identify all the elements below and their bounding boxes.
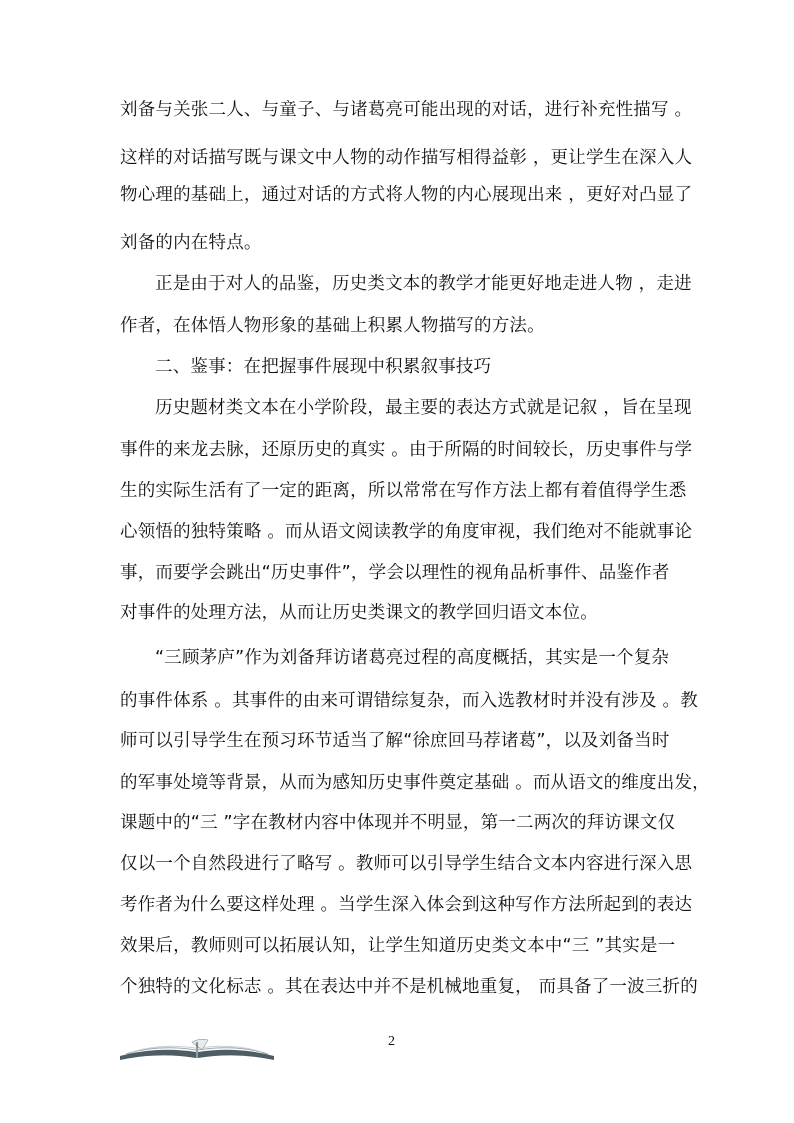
text-line: 这样的对话描写既与课文中人物的动作描写相得益彰 ，更让学生在深入人	[120, 148, 693, 168]
text-line: 刘备的内在特点。	[120, 233, 262, 253]
text-line: 事件的来龙去脉，还原历史的真实 。由于所隔的时间较长，历史事件与学	[120, 440, 693, 460]
text-line: 的事件体系 。其事件的由来可谓错综复杂，而入选教材时并没有涉及 。教	[120, 691, 698, 711]
text-line: 事，而要学会跳出“历史事件”，学会以理性的视角品析事件、品鉴作者	[120, 563, 670, 583]
text-line: 生的实际生活有了一定的距离，所以常常在写作方法上都有着值得学生悉	[120, 481, 687, 501]
text-line: 正是由于对人的品鉴，历史类文本的教学才能更好地走进人物 ，走进	[155, 274, 692, 294]
text-line: 物心理的基础上，通过对话的方式将人物的内心展现出来 ，更好对凸显了	[120, 185, 693, 205]
text-line: 对事件的处理方法，从而让历史类课文的教学回归语文本位。	[120, 603, 598, 623]
text-line: 师可以引导学生在预习环节适当了解“徐庶回马荐诸葛”，以及刘备当时	[120, 731, 670, 751]
text-line: 历史题材类文本在小学阶段，最主要的表达方式就是记叙 ，旨在呈现	[155, 398, 692, 418]
page-number: 2	[388, 1034, 395, 1049]
text-line: “三顾茅庐”作为刘备拜访诸葛亮过程的高度概括，其实是一个复杂	[155, 648, 670, 668]
text-line: 仅以一个自然段进行了略写 。教师可以引导学生结合文本内容进行深入思	[120, 854, 693, 874]
open-book-logo-icon	[118, 1036, 276, 1062]
text-line: 刘备与关张二人、与童子、与诸葛亮可能出现的对话，进行补充性描写 。	[120, 100, 693, 120]
text-line: 的军事处境等背景，从而为感知历史事件奠定基础 。而从语文的维度出发，	[120, 773, 710, 793]
text-line: 心领悟的独特策略 。而从语文阅读教学的角度审视，我们绝对不能就事论	[120, 522, 693, 542]
text-line: 个独特的文化标志 。其在表达中并不是机械地重复， 而具备了一波三折的	[120, 977, 698, 997]
section-heading: 二、鉴事：在把握事件展现中积累叙事技巧	[155, 357, 492, 377]
text-line: 考作者为什么要这样处理 。当学生深入体会到这种写作方法所起到的表达	[120, 895, 693, 915]
text-line: 效果后，教师则可以拓展认知，让学生知道历史类文本中“三 ”其实是一	[120, 936, 676, 956]
text-line: 作者，在体悟人物形象的基础上积累人物描写的方法。	[120, 316, 545, 336]
text-line: 课题中的“三 ”字在教材内容中体现并不明显，第一二两次的拜访课文仅	[120, 813, 676, 833]
